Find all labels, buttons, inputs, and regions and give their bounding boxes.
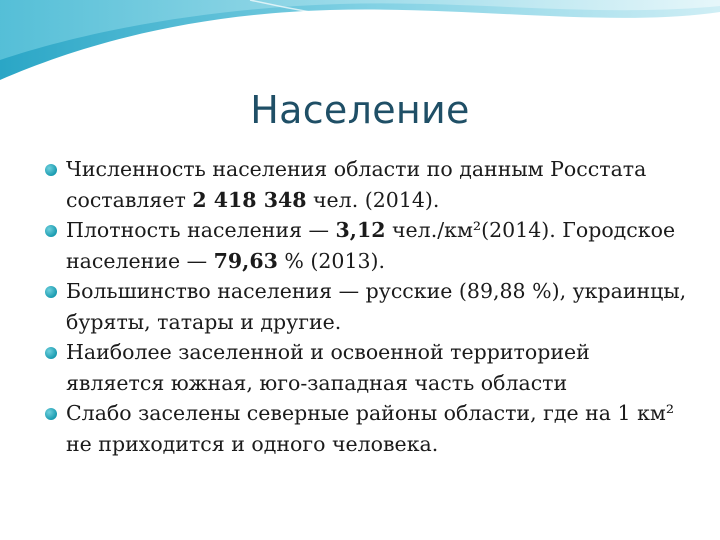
bullet-item xyxy=(44,398,694,459)
bullet-text: Слабо заселены северные районы области, где на 1 км² не приходится и одного человека. xyxy=(66,401,675,456)
bullet-item xyxy=(44,154,694,215)
bullet-text: % (2013). xyxy=(277,248,386,273)
bullet-item xyxy=(44,215,694,276)
header-wave-decoration xyxy=(0,0,720,90)
bullet-text: Большинство населения — русские (89,88 %), украинцы, буряты, татары и другие. xyxy=(66,279,687,334)
population-value: 2 418 348 xyxy=(192,187,307,212)
bullet-text: чел./км²(2014). Городское население — xyxy=(66,218,676,273)
bullet-icon xyxy=(45,347,57,359)
bullet-icon xyxy=(45,286,57,298)
bullet-item xyxy=(44,276,694,337)
slide-title: Население xyxy=(250,88,470,132)
bullet-text: Плотность населения — xyxy=(66,218,336,242)
bullet-item xyxy=(44,337,694,398)
urban-share-value: 79,63 xyxy=(213,248,278,273)
bullet-text: чел. (2014). xyxy=(306,187,440,212)
bullet-icon xyxy=(45,164,57,176)
bullet-text: Наиболее заселенной и освоенной территорией является южная, юго-западная часть области xyxy=(66,340,590,395)
bullet-icon xyxy=(45,408,57,420)
bullet-icon xyxy=(45,225,57,237)
density-value: 3,12 xyxy=(335,218,386,242)
bullet-text: Численность населения области по данным Росстата составляет xyxy=(66,157,647,212)
bullet-list xyxy=(44,154,694,459)
